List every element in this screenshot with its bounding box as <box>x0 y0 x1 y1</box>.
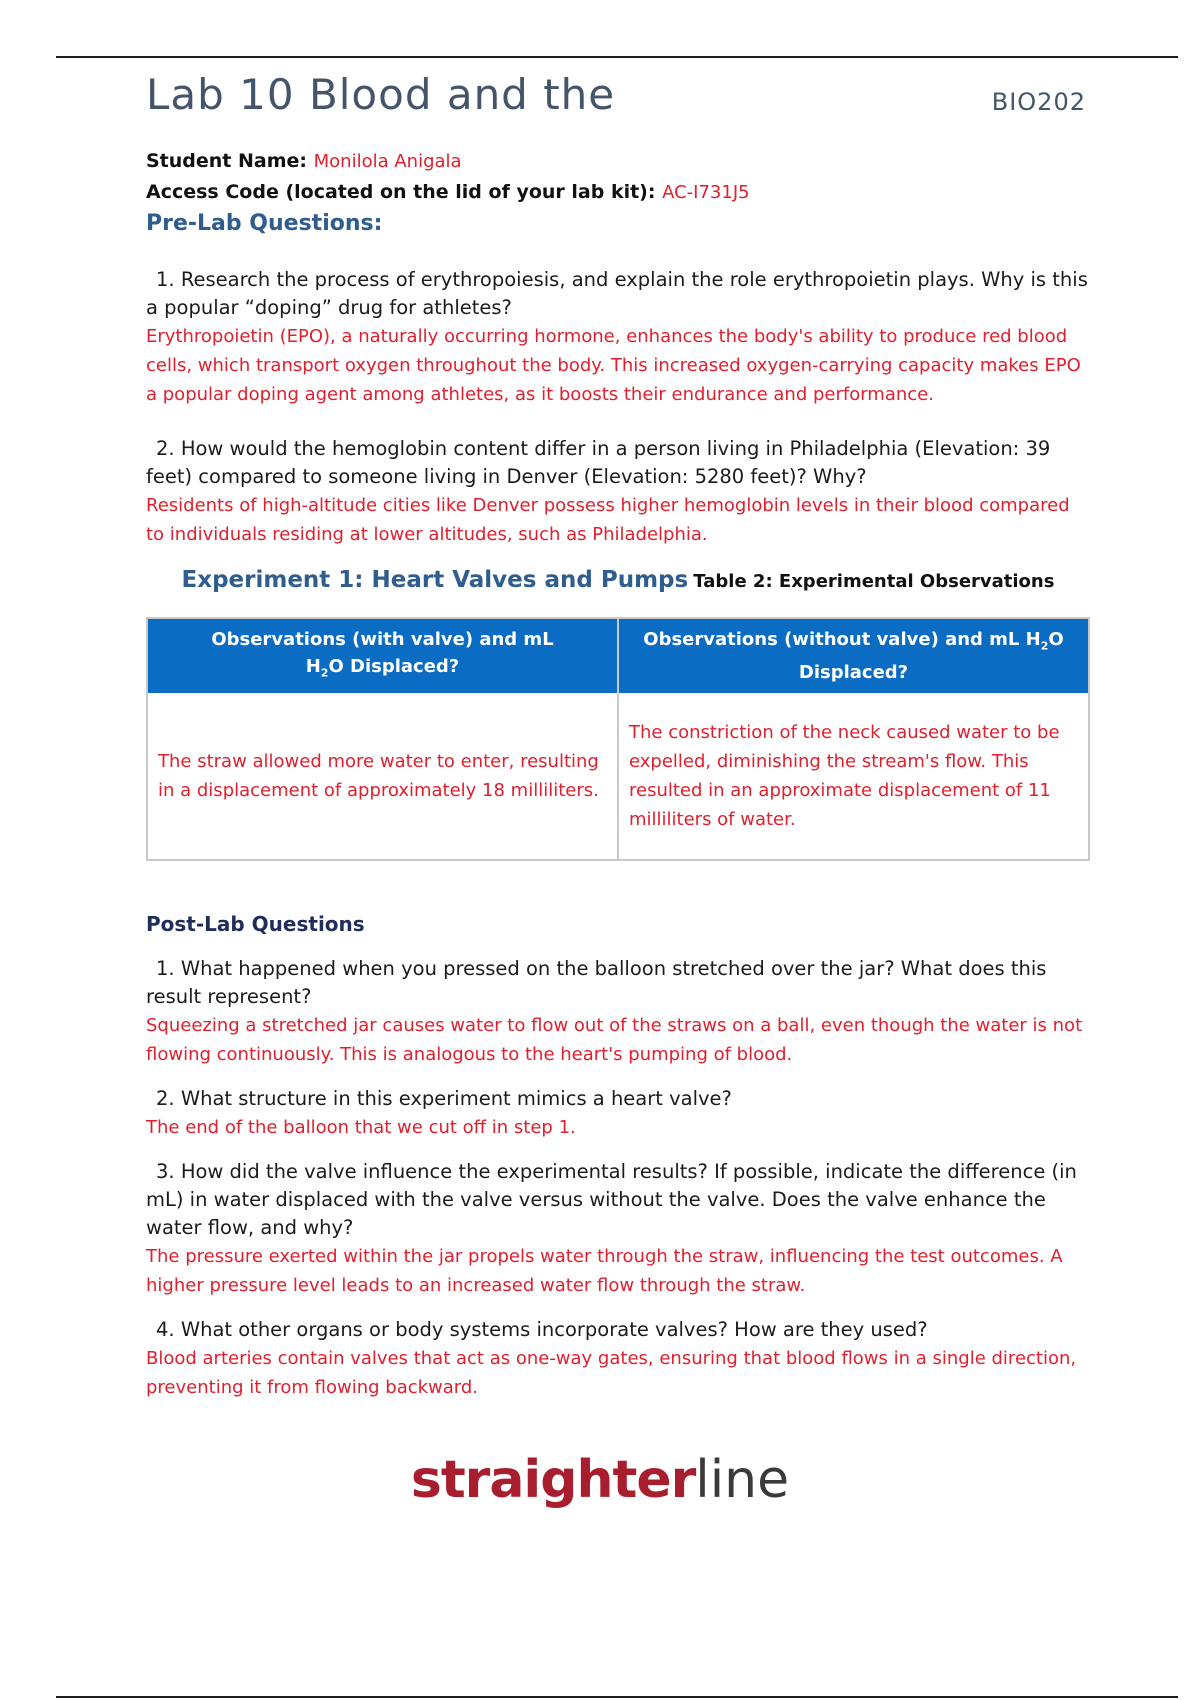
table-caption: Table 2: Experimental Observations <box>693 571 1055 592</box>
straighterline-logo <box>0 1440 1200 1532</box>
table-header-row <box>147 618 1089 693</box>
question-text: Research the process of erythropoiesis, and explain the role erythropoietin plays. Why is this a popular “doping” drug for athletes? <box>146 268 1088 319</box>
answer-text: Blood arteries contain valves that act as one-way gates, ensuring that blood flows in a single direction, preventing it from flowing backward. <box>146 1348 1077 1398</box>
question-text: What other organs or body systems incorporate valves? How are they used? <box>180 1318 928 1341</box>
access-code-line <box>146 177 1090 208</box>
course-code: BIO202 <box>991 88 1086 116</box>
access-code-label: Access Code (located on the lid of your lab kit): <box>146 181 656 203</box>
answer-text: The end of the balloon that we cut off in step 1. <box>146 1117 576 1138</box>
prelab-question-1 <box>146 266 1090 409</box>
answer-text: Squeezing a stretched jar causes water to flow out of the straws on a ball, even though the water is not flowing continuously. This is analogous to the heart's pumping of blood. <box>146 1015 1083 1065</box>
observations-table <box>146 617 1090 861</box>
question-number: 1. <box>156 268 175 291</box>
student-name-line <box>146 146 1090 177</box>
cell-without-valve: The constriction of the neck caused water to be expelled, diminishing the stream's flow. This resulted in an approximate displacement of 11 milliliters of water. <box>629 722 1060 830</box>
bottom-rule <box>56 1696 1178 1698</box>
top-rule <box>56 56 1178 58</box>
postlab-question-3 <box>146 1158 1090 1300</box>
question-number: 1. <box>156 957 175 980</box>
question-text: How would the hemoglobin content differ in a person living in Philadelphia (Elevation: 39 feet) compared to someone living in Denver (Elevation: 5280 feet)? Why? <box>146 437 1051 488</box>
postlab-heading: Post-Lab Questions <box>146 912 365 936</box>
student-name-value: Monilola Anigala <box>313 151 462 172</box>
postlab-question-2 <box>146 1085 1090 1142</box>
postlab-question-4 <box>146 1316 1090 1402</box>
question-text: What structure in this experiment mimics a heart valve? <box>180 1087 732 1110</box>
cell-with-valve: The straw allowed more water to enter, resulting in a displacement of approximately 18 milliliters. <box>147 693 618 860</box>
answer-text: The pressure exerted within the jar propels water through the straw, influencing the test outcomes. A higher pressure level leads to an increased water flow through the straw. <box>146 1246 1063 1296</box>
question-number: 4. <box>156 1318 175 1341</box>
student-name-label: Student Name: <box>146 150 308 172</box>
question-text: How did the valve influence the experimental results? If possible, indicate the difference (in mL) in water displaced with the valve versus without the valve. Does the valve enhance the water flow, and why? <box>146 1160 1077 1239</box>
question-number: 2. <box>156 437 175 460</box>
logo-bold-text: straighter <box>410 1450 696 1510</box>
table-row <box>147 693 1089 860</box>
question-text: What happened when you pressed on the balloon stretched over the jar? What does this result represent? <box>146 957 1047 1008</box>
page-title: Lab 10 Blood and the <box>146 70 616 119</box>
postlab-question-1 <box>146 955 1090 1069</box>
experiment-heading-line <box>146 563 1090 599</box>
table-header-without-valve: Observations (without valve) and mL $H_2O$ Displaced? <box>618 618 1089 693</box>
logo-light-text: line <box>695 1450 790 1510</box>
answer-text: Residents of high-altitude cities like Denver possess higher hemoglobin levels in their blood compared to individuals residing at lower altitudes, such as Philadelphia. <box>146 495 1070 545</box>
access-code-value: AC-I731J5 <box>662 182 750 203</box>
experiment-title: Experiment 1: Heart Valves and Pumps <box>181 567 689 593</box>
table-header-with-valve: Observations (with valve) and mL $H_2O$ Displaced? <box>147 618 618 693</box>
question-number: 3. <box>156 1160 175 1183</box>
prelab-question-2 <box>146 435 1090 549</box>
document-body <box>146 146 1090 1402</box>
answer-text: Erythropoietin (EPO), a naturally occurring hormone, enhances the body's ability to produce red blood cells, which transport oxygen throughout the body. This increased oxygen-carrying capacity makes EPO a popular doping agent among athletes, as it boosts their endurance and performance. <box>146 326 1081 405</box>
prelab-heading: Pre-Lab Questions: <box>146 211 383 236</box>
question-number: 2. <box>156 1087 175 1110</box>
